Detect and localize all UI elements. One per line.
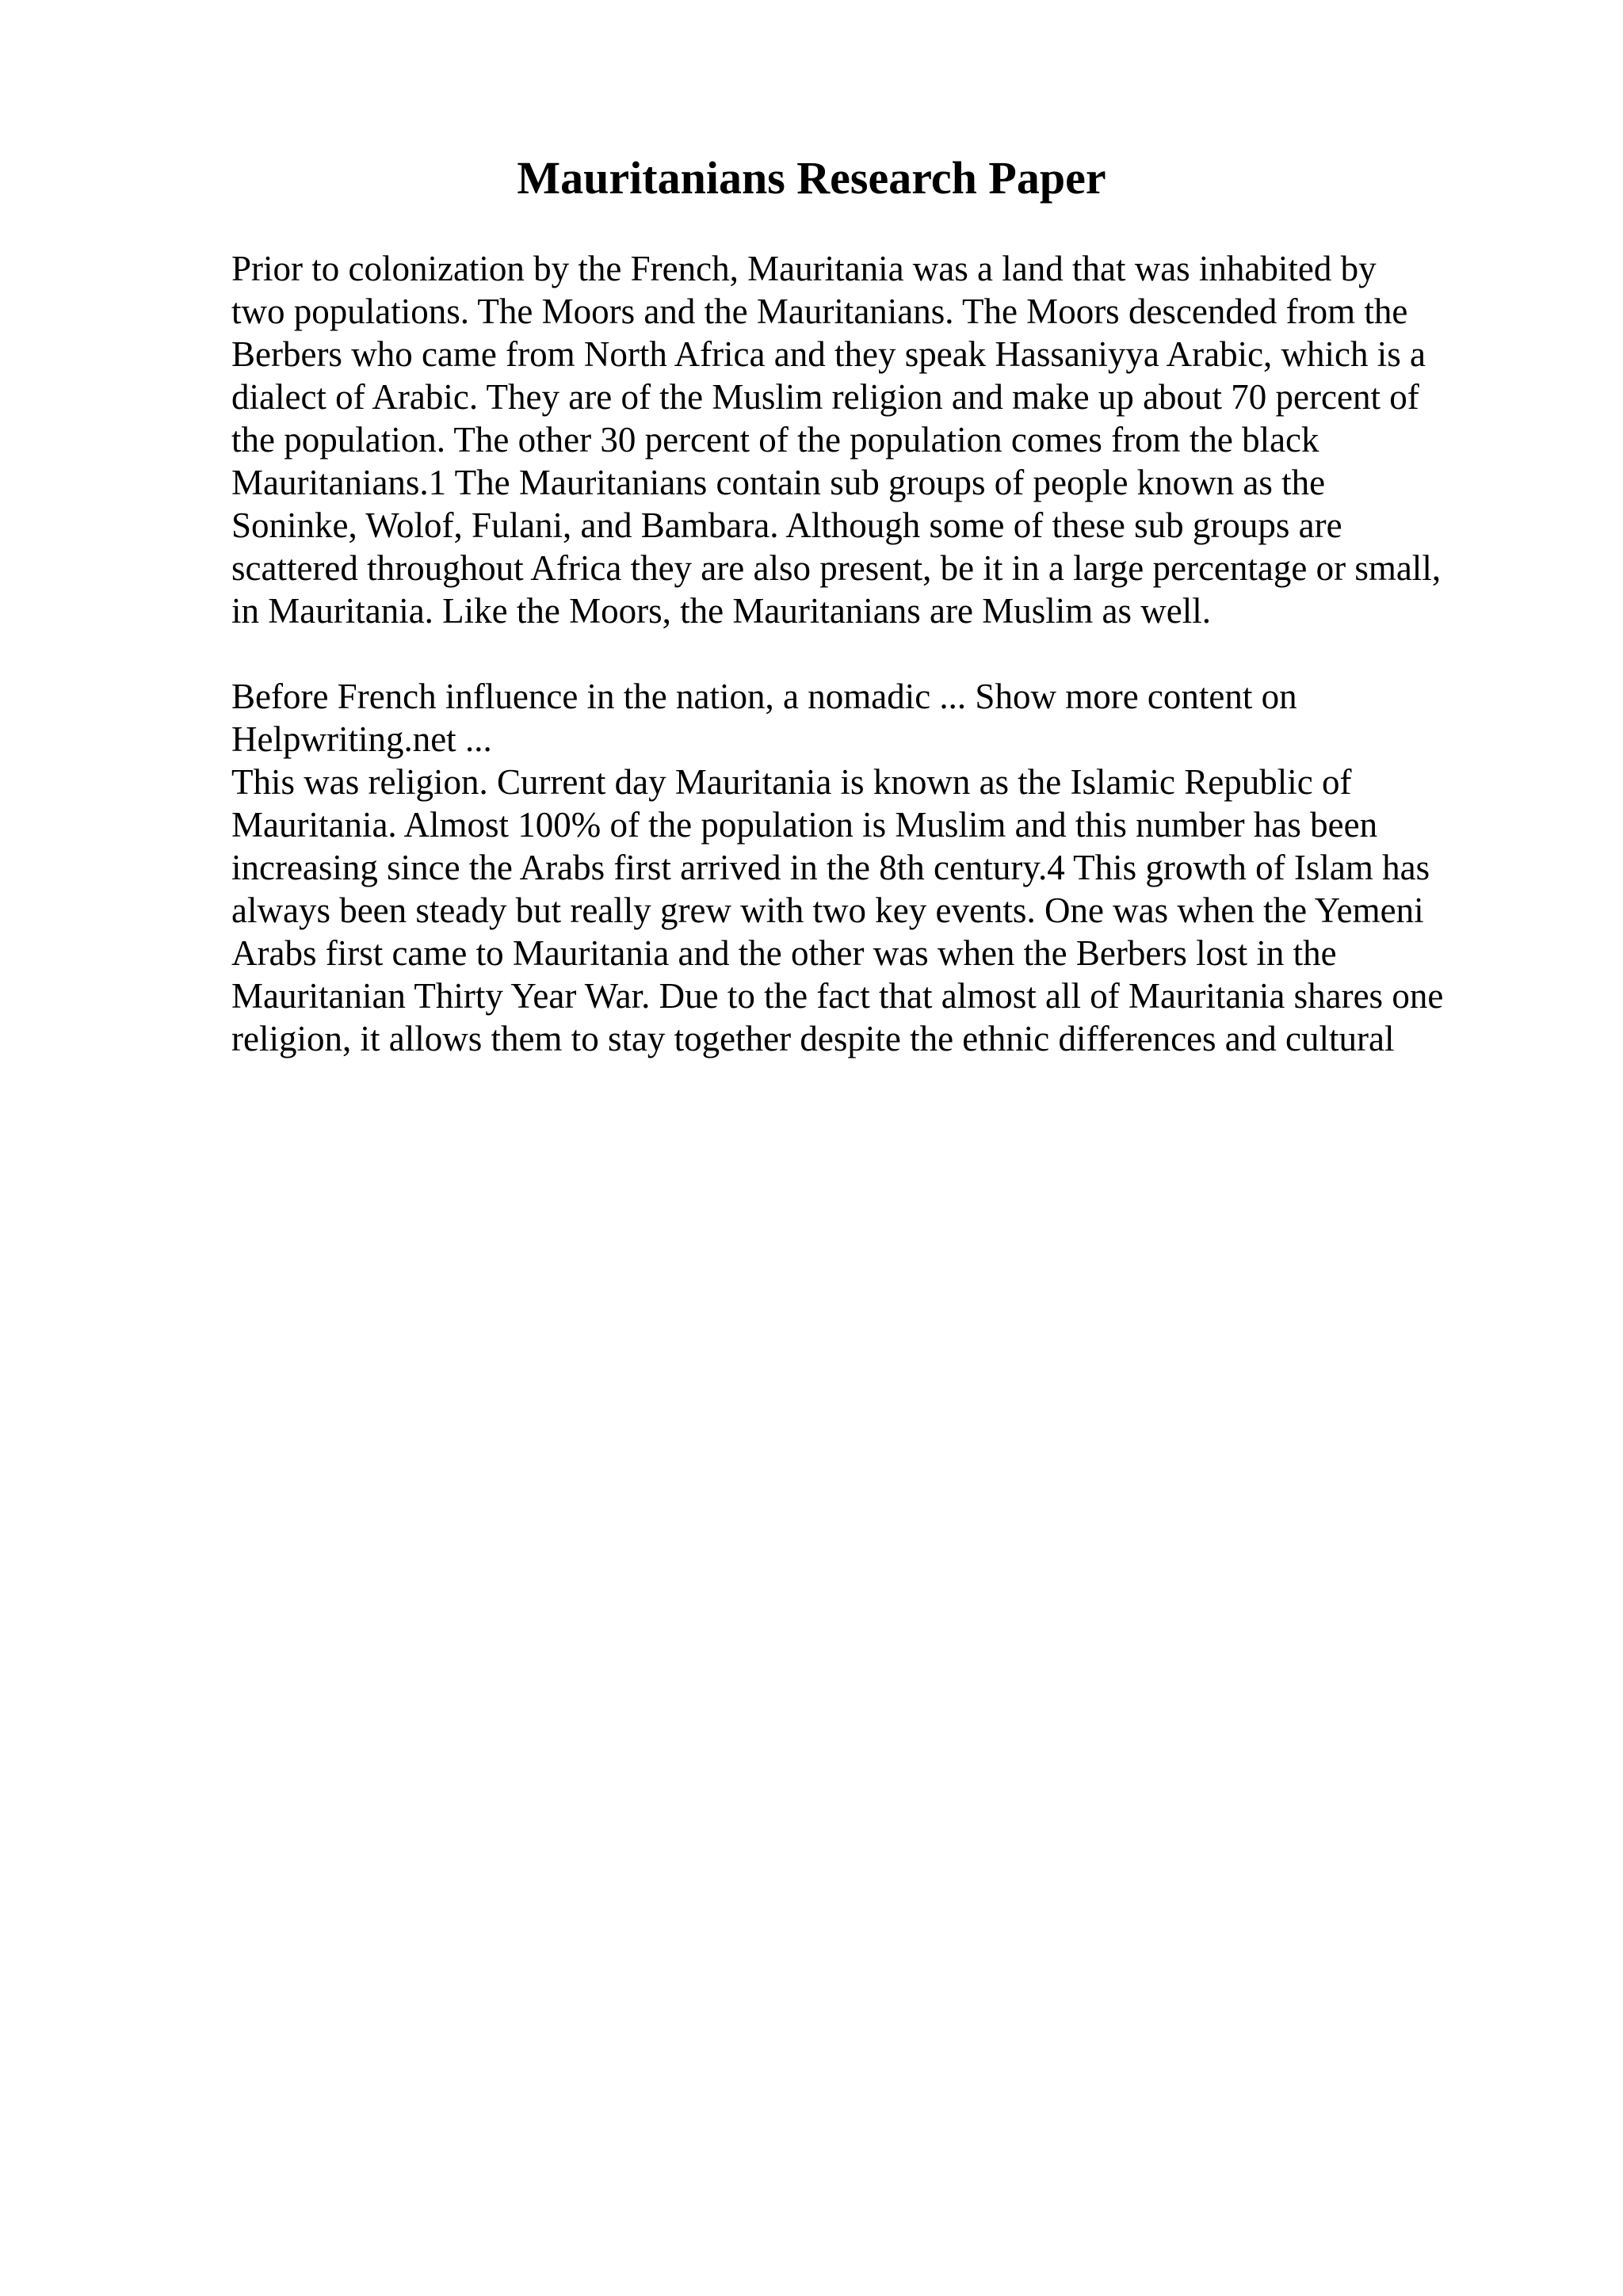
- paragraph-line: two populations. The Moors and the Mauritanians. The Moors descended from the: [231, 292, 1408, 331]
- paragraph-1: [231, 247, 1515, 632]
- paragraph-line: Before French influence in the nation, a nomadic ... Show more content on: [231, 677, 1297, 716]
- paragraph-line: always been steady but really grew with two key events. One was when the Yemeni: [231, 891, 1424, 930]
- paragraph-line: Berbers who came from North Africa and they speak Hassaniyya Arabic, which is a: [231, 334, 1426, 374]
- paragraph-line: increasing since the Arabs first arrived in the 8th century.4 This growth of Islam has: [231, 848, 1430, 887]
- paragraph-line: Mauritanian Thirty Year War. Due to the fact that almost all of Mauritania shares one: [231, 976, 1444, 1016]
- paragraph-line: Soninke, Wolof, Fulani, and Bambara. Although some of these sub groups are: [231, 505, 1342, 545]
- paragraph-line: scattered throughout Africa they are also present, be it in a large percentage or small,: [231, 548, 1442, 588]
- paragraph-2: [231, 675, 1515, 1060]
- paragraph-line: religion, it allows them to stay together despite the ethnic differences and cultural: [231, 1019, 1395, 1058]
- paragraph-line: Prior to colonization by the French, Mauritania was a land that was inhabited by: [231, 249, 1377, 288]
- paragraph-line: Helpwriting.net ...: [231, 719, 492, 759]
- paragraph-line: This was religion. Current day Mauritania is known as the Islamic Republic of: [231, 762, 1352, 802]
- paragraph-line: in Mauritania. Like the Moors, the Mauritanians are Muslim as well.: [231, 591, 1211, 631]
- paragraph-line: Mauritanians.1 The Mauritanians contain sub groups of people known as the: [231, 463, 1326, 502]
- paragraph-line: dialect of Arabic. They are of the Muslim religion and make up about 70 percent of: [231, 377, 1419, 417]
- paragraph-line: the population. The other 30 percent of the population comes from the black: [231, 420, 1319, 460]
- paragraph-line: Mauritania. Almost 100% of the population is Muslim and this number has been: [231, 805, 1378, 845]
- page-title: Mauritanians Research Paper: [517, 152, 1106, 204]
- paragraph-line: Arabs first came to Mauritania and the other was when the Berbers lost in the: [231, 933, 1337, 973]
